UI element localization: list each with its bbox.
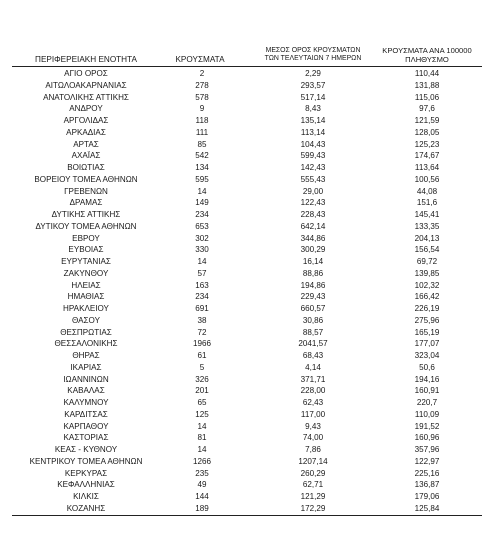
cell-region: ΒΟΡΕΙΟΥ ΤΟΜΕΑ ΑΘΗΝΩΝ — [34, 174, 138, 184]
cell-cases-per-100k: 174,67 — [414, 151, 440, 161]
table-row — [12, 233, 482, 245]
cell-region: ΘΕΣΣΑΛΟΝΙΚΗΣ — [54, 339, 118, 349]
table-row — [12, 421, 482, 433]
cell-cases-per-100k: 97,6 — [419, 104, 435, 114]
cell-7day-average: 122,43 — [300, 198, 326, 208]
cell-cases-per-100k: 145,41 — [414, 210, 440, 219]
cell-cases-per-100k: 160,91 — [414, 386, 440, 396]
cell-region: ΑΧΑΪΑΣ — [71, 151, 101, 161]
table-row — [12, 444, 482, 456]
cell-cases-per-100k: 357,96 — [414, 445, 440, 454]
table-row — [12, 115, 482, 127]
cell-region: ΑΙΤΩΛΟΑΚΑΡΝΑΝΙΑΣ — [45, 80, 127, 90]
cell-7day-average: 8,43 — [305, 104, 321, 114]
cell-cases: 326 — [195, 374, 209, 384]
table-row — [12, 221, 482, 233]
cell-cases-per-100k: 131,88 — [414, 80, 440, 90]
table-header — [12, 38, 482, 66]
cell-region: ΔΥΤΙΚΟΥ ΤΟΜΕΑ ΑΘΗΝΩΝ — [35, 221, 137, 231]
cell-cases-per-100k: 204,13 — [414, 233, 440, 243]
table-row — [12, 432, 482, 444]
cell-7day-average: 4,14 — [305, 362, 321, 372]
cell-7day-average: 172,29 — [300, 503, 326, 513]
table-body — [12, 67, 482, 515]
cell-7day-average: 74,00 — [302, 433, 324, 443]
table-row — [12, 385, 482, 397]
cell-cases-per-100k: 165,19 — [414, 327, 440, 337]
cell-cases-per-100k: 122,97 — [414, 456, 440, 466]
cell-region: ΔΡΑΜΑΣ — [69, 198, 103, 208]
cell-cases: 542 — [195, 151, 209, 161]
cell-7day-average: 371,71 — [300, 374, 326, 384]
cell-cases-per-100k: 177,07 — [414, 339, 440, 349]
cell-7day-average: 121,29 — [300, 492, 326, 501]
table-row — [12, 174, 482, 186]
cell-cases: 653 — [195, 221, 209, 231]
table-row — [12, 209, 482, 221]
cell-region: ΑΡΚΑΔΙΑΣ — [66, 127, 106, 137]
cell-7day-average: 599,43 — [300, 151, 326, 161]
cell-region: ΚΕΦΑΛΛΗΝΙΑΣ — [57, 480, 115, 490]
table-row — [12, 303, 482, 315]
cell-7day-average: 300,29 — [300, 245, 326, 255]
cell-cases-per-100k: 139,85 — [414, 268, 440, 278]
cell-region: ΚΕΝΤΡΙΚΟΥ ΤΟΜΕΑ ΑΘΗΝΩΝ — [29, 456, 143, 466]
cell-cases: 578 — [195, 92, 209, 102]
table-row — [12, 256, 482, 268]
cell-cases: 1266 — [192, 456, 211, 466]
cell-cases-per-100k: 121,59 — [414, 116, 440, 125]
cell-cases: 149 — [195, 198, 209, 208]
cell-cases-per-100k: 220,7 — [416, 398, 438, 407]
cell-cases-per-100k: 100,56 — [414, 174, 440, 184]
cell-cases: 189 — [195, 503, 209, 513]
cell-cases: 134 — [195, 163, 209, 172]
cell-7day-average: 30,86 — [302, 315, 324, 325]
cell-region: ΚΑΡΔΙΤΣΑΣ — [64, 409, 108, 419]
table-row — [12, 103, 482, 115]
table-row — [12, 280, 482, 292]
cell-cases-per-100k: 166,42 — [414, 292, 440, 302]
cell-cases: 234 — [195, 210, 209, 219]
cell-cases: 1966 — [192, 339, 211, 349]
cell-region: ΗΜΑΘΙΑΣ — [67, 292, 105, 302]
cell-cases-per-100k: 133,35 — [414, 221, 440, 231]
cell-cases: 2 — [199, 69, 205, 78]
cell-cases: 201 — [195, 386, 209, 396]
cell-cases: 330 — [195, 245, 209, 255]
cell-cases: 61 — [197, 351, 207, 360]
cell-cases: 144 — [195, 492, 209, 501]
cell-7day-average: 228,43 — [300, 210, 326, 219]
cell-region: ΑΓΙΟ ΟΡΟΣ — [64, 69, 108, 78]
table-row — [12, 468, 482, 480]
cell-cases: 125 — [195, 409, 209, 419]
header-7day-average-line1: ΜΕΣΟΣ ΟΡΟΣ ΚΡΟΥΣΜΑΤΩΝ — [265, 46, 361, 54]
cell-cases-per-100k: 136,87 — [414, 480, 440, 490]
header-cases: ΚΡΟΥΣΜΑΤΑ — [175, 55, 225, 64]
cell-7day-average: 2,29 — [305, 69, 321, 78]
cell-region: ΑΝΑΤΟΛΙΚΗΣ ΑΤΤΙΚΗΣ — [43, 92, 129, 102]
cell-region: ΘΗΡΑΣ — [72, 351, 100, 360]
cell-cases-per-100k: 323,04 — [414, 351, 440, 360]
cell-7day-average: 9,43 — [305, 421, 321, 431]
table-row — [12, 197, 482, 209]
header-7day-average — [258, 47, 368, 64]
cell-region: ΔΥΤΙΚΗΣ ΑΤΤΙΚΗΣ — [51, 210, 121, 219]
table-row — [12, 150, 482, 162]
cell-region: ΚΑΣΤΟΡΙΑΣ — [63, 433, 109, 443]
cell-cases: 85 — [197, 139, 207, 149]
cell-cases: 14 — [197, 445, 207, 454]
cell-7day-average: 142,43 — [300, 163, 326, 172]
header-region: ΠΕΡΙΦΕΡΕΙΑΚΗ ΕΝΟΤΗΤΑ — [35, 55, 137, 64]
cell-cases: 235 — [195, 468, 209, 478]
cell-cases-per-100k: 125,23 — [414, 139, 440, 149]
cell-7day-average: 16,14 — [302, 257, 324, 266]
cell-cases: 81 — [197, 433, 207, 443]
cell-cases: 72 — [197, 327, 207, 337]
cell-cases-per-100k: 102,32 — [414, 280, 440, 290]
cell-7day-average: 68,43 — [302, 351, 324, 360]
cell-cases: 65 — [197, 398, 207, 407]
header-cases-per-100k — [372, 46, 482, 64]
cell-region: ΚΑΛΥΜΝΟΥ — [63, 398, 109, 407]
cell-cases-per-100k: 113,64 — [414, 163, 440, 172]
cell-cases-per-100k: 50,6 — [419, 362, 435, 372]
cell-7day-average: 517,14 — [300, 92, 326, 102]
cell-region: ΕΥΒΟΙΑΣ — [68, 245, 104, 255]
cell-7day-average: 229,43 — [300, 292, 326, 302]
cell-7day-average: 228,00 — [300, 386, 326, 396]
cell-cases-per-100k: 44,08 — [416, 186, 438, 196]
cell-7day-average: 1207,14 — [298, 456, 328, 466]
cell-region: ΚΕΑΣ - ΚΥΘΝΟΥ — [54, 445, 118, 454]
cell-cases-per-100k: 69,72 — [416, 257, 438, 266]
cell-region: ΓΡΕΒΕΝΩΝ — [64, 186, 108, 196]
cell-cases: 111 — [195, 127, 209, 137]
cell-cases: 57 — [197, 268, 207, 278]
cell-region: ΑΡΤΑΣ — [73, 139, 99, 149]
cell-region: ΕΥΡΥΤΑΝΙΑΣ — [61, 257, 111, 266]
cell-cases: 234 — [195, 292, 209, 302]
cell-region: ΚΟΖΑΝΗΣ — [66, 503, 106, 513]
table-row — [12, 397, 482, 409]
cell-region: ΕΒΡΟΥ — [72, 233, 100, 243]
cell-cases-per-100k: 156,54 — [414, 245, 440, 255]
table-row — [12, 244, 482, 256]
cell-cases: 302 — [195, 233, 209, 243]
cell-7day-average: 660,57 — [300, 304, 326, 313]
cell-region: ΗΡΑΚΛΕΙΟΥ — [63, 304, 109, 313]
cell-cases: 14 — [197, 186, 207, 196]
cell-cases-per-100k: 151,6 — [416, 198, 438, 208]
table-row — [12, 350, 482, 362]
cell-7day-average: 88,57 — [302, 327, 324, 337]
table-row — [12, 139, 482, 151]
cell-cases: 14 — [197, 257, 207, 266]
cell-cases-per-100k: 191,52 — [414, 421, 440, 431]
header-7day-average-line2: ΤΩΝ ΤΕΛΕΥΤΑΙΩΝ 7 ΗΜΕΡΩΝ — [264, 55, 362, 63]
table-row — [12, 327, 482, 339]
cell-7day-average: 555,43 — [300, 174, 326, 184]
table-row — [12, 456, 482, 468]
table-row — [12, 268, 482, 280]
cell-region: ΙΩΑΝΝΙΝΩΝ — [63, 374, 109, 384]
cell-region: ΚΑΒΑΛΑΣ — [67, 386, 105, 396]
cell-region: ΑΡΓΟΛΙΔΑΣ — [63, 116, 109, 125]
table-row — [12, 162, 482, 174]
cell-region: ΗΛΕΙΑΣ — [71, 280, 101, 290]
table-row — [12, 315, 482, 327]
cell-cases-per-100k: 275,96 — [414, 315, 440, 325]
cell-cases: 5 — [199, 362, 205, 372]
cell-cases-per-100k: 194,16 — [414, 374, 440, 384]
cell-7day-average: 642,14 — [300, 221, 326, 231]
table-row — [12, 374, 482, 386]
cell-7day-average: 194,86 — [300, 280, 326, 290]
table-row — [12, 80, 482, 92]
cell-7day-average: 2041,57 — [298, 339, 328, 349]
cell-region: ΘΑΣΟΥ — [72, 315, 100, 325]
cell-cases-per-100k: 128,05 — [414, 127, 440, 137]
cell-7day-average: 344,86 — [300, 233, 326, 243]
cell-cases: 691 — [195, 304, 209, 313]
table-row — [12, 92, 482, 104]
table-bottom-rule — [12, 515, 482, 516]
cell-cases-per-100k: 125,84 — [414, 503, 440, 513]
cell-region: ΒΟΙΩΤΙΑΣ — [67, 163, 105, 172]
cell-7day-average: 88,86 — [302, 268, 324, 278]
table-row — [12, 503, 482, 515]
table-row — [12, 127, 482, 139]
cell-7day-average: 293,57 — [300, 80, 326, 90]
header-cases-per-100k-line2: ΠΛΗΘΥΣΜΟ — [405, 55, 449, 64]
cell-cases-per-100k: 226,19 — [414, 304, 440, 313]
cell-region: ΖΑΚΥΝΘΟΥ — [63, 268, 109, 278]
cell-7day-average: 135,14 — [300, 116, 326, 125]
cell-cases: 118 — [195, 116, 209, 125]
cases-table — [12, 38, 482, 516]
cell-cases: 595 — [195, 174, 209, 184]
table-row — [12, 291, 482, 303]
cell-region: ΚΕΡΚΥΡΑΣ — [64, 468, 108, 478]
cell-cases: 9 — [199, 104, 205, 114]
cell-7day-average: 7,86 — [305, 445, 321, 454]
cell-7day-average: 113,14 — [300, 127, 326, 137]
cell-cases-per-100k: 115,06 — [414, 92, 440, 102]
header-cases-per-100k-line1: ΚΡΟΥΣΜΑΤΑ ΑΝΑ 100000 — [382, 46, 472, 55]
cell-7day-average: 117,00 — [300, 409, 326, 419]
table-row — [12, 338, 482, 350]
cell-7day-average: 260,29 — [300, 468, 326, 478]
cell-cases: 163 — [195, 280, 209, 290]
cell-cases-per-100k: 110,44 — [414, 69, 440, 78]
cell-cases: 278 — [195, 80, 209, 90]
cell-7day-average: 29,00 — [302, 186, 324, 196]
cell-7day-average: 62,43 — [302, 398, 324, 407]
table-row — [12, 491, 482, 503]
cell-cases-per-100k: 179,06 — [414, 492, 440, 501]
table-row — [12, 68, 482, 80]
cell-region: ΚΙΛΚΙΣ — [73, 492, 99, 501]
cell-region: ΚΑΡΠΑΘΟΥ — [63, 421, 109, 431]
table-row — [12, 409, 482, 421]
table-row — [12, 479, 482, 491]
cell-cases-per-100k: 110,09 — [414, 409, 440, 419]
table-row — [12, 362, 482, 374]
cell-7day-average: 104,43 — [300, 139, 326, 149]
cell-cases: 38 — [197, 315, 207, 325]
cell-cases-per-100k: 160,96 — [414, 433, 440, 443]
cell-cases-per-100k: 225,16 — [414, 468, 440, 478]
cell-cases: 14 — [197, 421, 207, 431]
cell-region: ΘΕΣΠΡΩΤΙΑΣ — [60, 327, 112, 337]
cell-cases: 49 — [197, 480, 207, 490]
cell-region: ΙΚΑΡΙΑΣ — [70, 362, 102, 372]
cell-region: ΑΝΔΡΟΥ — [69, 104, 103, 114]
cell-7day-average: 62,71 — [302, 480, 324, 490]
table-row — [12, 186, 482, 198]
